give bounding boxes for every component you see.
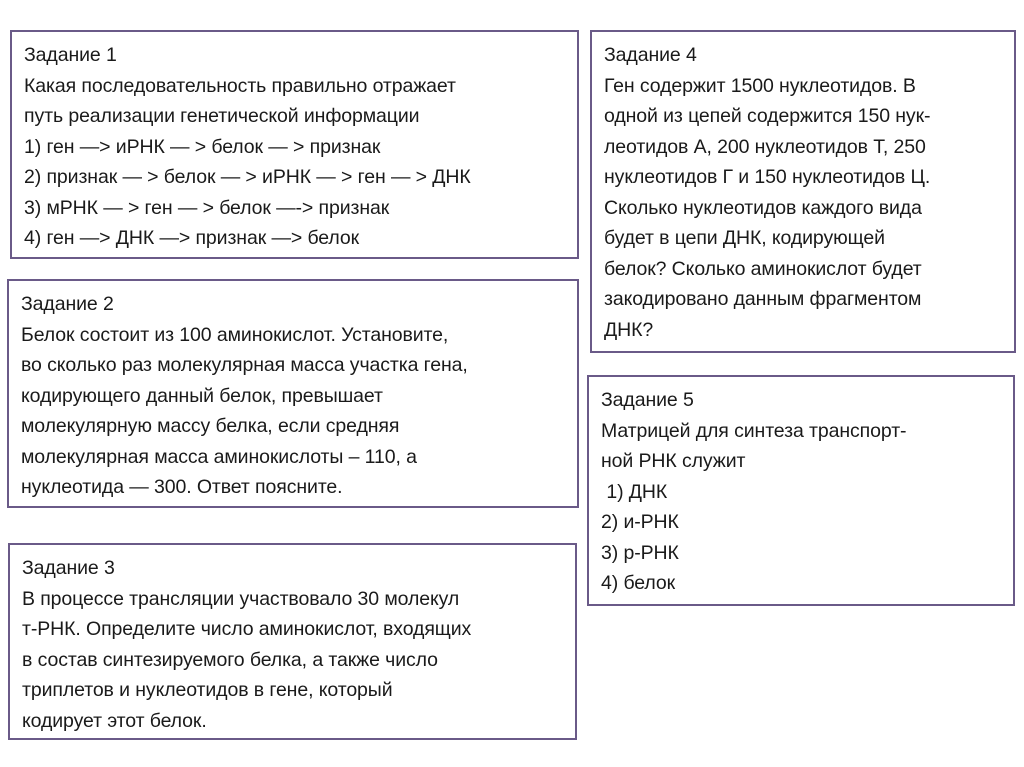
task-card-1 xyxy=(10,30,579,259)
task-text-line: молекулярную массу белка, если средняя xyxy=(21,415,400,437)
task-question-line: путь реализации генетической информации xyxy=(24,105,420,127)
task-title: Задание 1 xyxy=(24,44,117,66)
task-text-line: в состав синтезируемого белка, а также число xyxy=(22,648,438,671)
task-text-line: молекулярная масса аминокислоты – 110, а xyxy=(21,445,417,468)
task-text-line: леотидов А, 200 нуклеотидов Т, 250 xyxy=(604,135,926,158)
answer-option-4: 4) белок xyxy=(601,572,676,594)
task-text-line: Белок состоит из 100 аминокислот. Установите, xyxy=(21,323,449,346)
task-card-4 xyxy=(590,30,1016,353)
task-card-5 xyxy=(587,375,1015,606)
task-text-line: белок? Сколько аминокислот будет xyxy=(604,257,922,280)
task-text-line: кодирует этот белок. xyxy=(22,709,207,732)
answer-option-3: 3) мРНК — > ген — > белок —-> признак xyxy=(24,196,390,219)
answer-option-2: 2) и-РНК xyxy=(601,511,679,533)
task-text-line: Ген содержит 1500 нуклеотидов. В xyxy=(604,74,916,97)
answer-option-3: 3) р-РНК xyxy=(601,541,679,564)
task-question-line: Какая последовательность правильно отражает xyxy=(24,74,456,97)
task-text-line: В процессе трансляции участвовало 30 молекул xyxy=(22,587,460,610)
task-title: Задание 4 xyxy=(604,44,697,66)
answer-option-2: 2) признак — > белок — > иРНК — > ген — > ДНК xyxy=(24,166,471,188)
task-title: Задание 3 xyxy=(22,557,115,579)
answer-option-4: 4) ген —> ДНК —> признак —> белок xyxy=(24,227,360,249)
task-text-line: нуклеотидов Г и 150 нуклеотидов Ц. xyxy=(604,166,931,188)
task-text-line: во сколько раз молекулярная масса участка гена, xyxy=(21,354,468,376)
task-text-line: закодировано данным фрагментом xyxy=(604,288,922,310)
task-question-line: ной РНК служит xyxy=(601,450,746,472)
task-text-line: Сколько нуклеотидов каждого вида xyxy=(604,196,922,219)
answer-option-1: 1) ген —> иРНК — > белок — > признак xyxy=(24,135,381,158)
task-title: Задание 5 xyxy=(601,389,694,411)
task-text-line: триплетов и нуклеотидов в гене, который xyxy=(22,679,393,701)
answer-option-1: 1) ДНК xyxy=(601,480,668,503)
task-title: Задание 2 xyxy=(21,293,114,315)
task-text-line: одной из цепей содержится 150 нук- xyxy=(604,105,931,127)
task-question-line: Матрицей для синтеза транспорт- xyxy=(601,419,907,442)
task-text-line: ДНК? xyxy=(604,318,654,341)
task-text-line: нуклеотида — 300. Ответ поясните. xyxy=(21,476,343,498)
task-text-line: кодирующего данный белок, превышает xyxy=(21,384,383,407)
task-card-3 xyxy=(8,543,577,740)
task-text-line: будет в цепи ДНК, кодирующей xyxy=(604,227,885,249)
task-text-line: т-РНК. Определите число аминокислот, входящих xyxy=(22,618,472,640)
task-card-2 xyxy=(7,279,579,508)
